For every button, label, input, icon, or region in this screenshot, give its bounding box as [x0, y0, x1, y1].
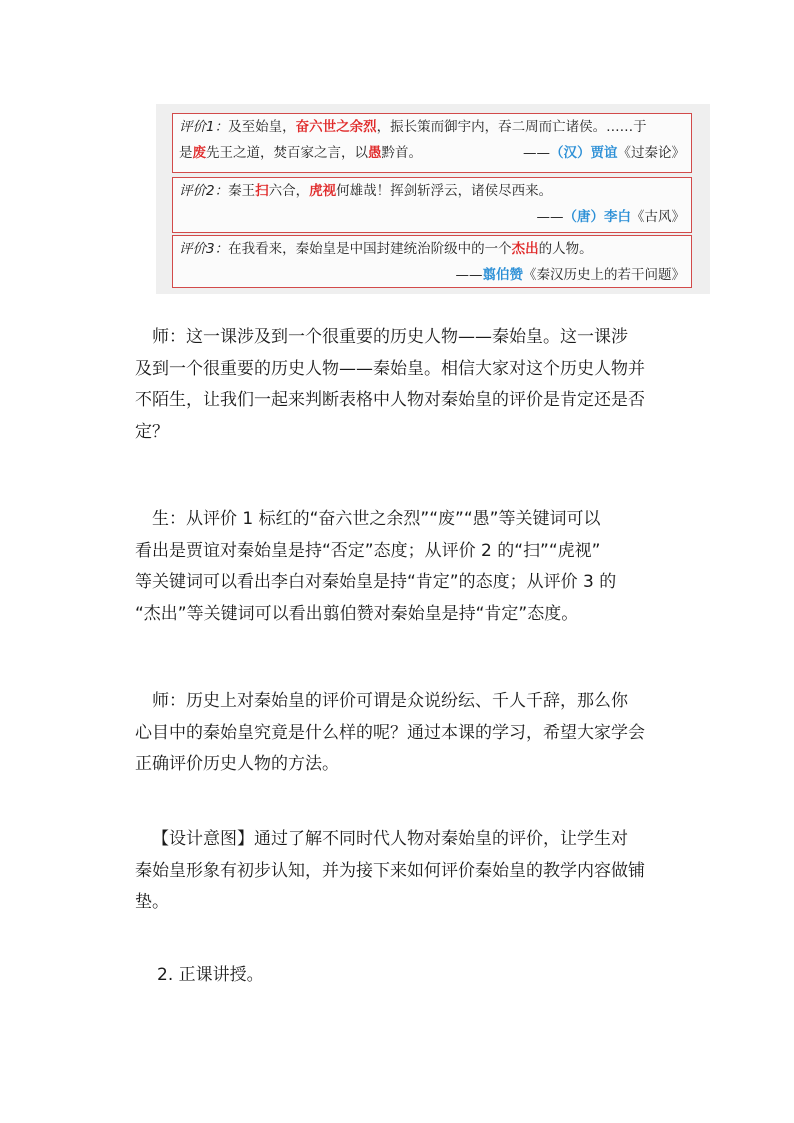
quote-text: 秦王: [228, 183, 256, 199]
source-author: （汉）贾谊: [550, 145, 618, 161]
section-title: 2. 正课讲授。: [157, 965, 264, 985]
quote-text: 及至始皇，: [228, 119, 296, 135]
paragraph-line: 秦始皇形象有初步认知，并为接下来如何评价秦始皇的教学内容做铺: [135, 860, 645, 881]
quote-1-line-1: [179, 114, 685, 140]
source-author: （唐）李白: [563, 209, 631, 225]
quote-2-line-1: [179, 178, 685, 204]
source-author: 翦伯赞: [482, 267, 523, 283]
keyword-highlight: 奋六世之余烈: [295, 119, 377, 135]
keyword-highlight: 杰出: [511, 241, 539, 257]
teacher-paragraph-2: [135, 686, 680, 781]
source-book: 《古风》: [631, 209, 685, 225]
quote-text: 何雄哉！挥剑斩浮云，诸侯尽西来。: [336, 183, 553, 199]
quote-3-source: [179, 262, 685, 288]
quote-text: 先王之道，焚百家之言，以: [206, 145, 368, 161]
source-dash: ——: [455, 267, 483, 283]
paragraph-line: 心目中的秦始皇究竟是什么样的呢？通过本课的学习，希望大家学会: [135, 722, 645, 743]
quote-text: 在我看来，秦始皇是中国封建统治阶级中的一个: [228, 241, 512, 257]
quote-label: 评价1：: [179, 119, 229, 135]
paragraph-line: 师：历史上对秦始皇的评价可谓是众说纷纭、千人千辞，那么你: [152, 691, 628, 711]
paragraph-line: “杰出”等关键词可以看出翦伯赞对秦始皇是持“肯定”态度。: [135, 603, 579, 624]
quote-2-source: [179, 204, 685, 230]
paragraph-line: 正确评价历史人物的方法。: [135, 754, 339, 774]
paragraph-line: 生：从评价 1 标红的“奋六世之余烈”“废”“愚”等关键词可以: [152, 509, 601, 529]
keyword-highlight: 愚: [368, 145, 382, 161]
paragraph-line: 定？: [135, 421, 169, 442]
quote-text: 的人物。: [538, 241, 593, 257]
quote-3-line-1: [179, 236, 685, 262]
paragraph-line: 垫。: [135, 892, 169, 912]
source-book: 《秦汉历史上的若干问题》: [523, 267, 685, 283]
quote-source: [523, 140, 685, 166]
quote-panel: [156, 104, 710, 294]
quote-text: 六合，: [268, 183, 310, 199]
student-paragraph: [135, 504, 680, 630]
keyword-highlight: 扫: [255, 183, 269, 199]
evaluation-box-3: [172, 235, 692, 288]
evaluation-box-2: [172, 177, 692, 233]
paragraph-line: 看出是贾谊对秦始皇是持“否定”态度；从评价 2 的“扫”“虎视”: [135, 540, 601, 561]
paragraph-line: 等关键词可以看出李白对秦始皇是持“肯定”的态度；从评价 3 的: [135, 572, 617, 592]
paragraph-line: 及到一个很重要的历史人物——秦始皇。相信大家对这个历史人物并: [135, 358, 645, 379]
design-intent-paragraph: [135, 824, 680, 919]
quote-text: 黔首。: [381, 145, 422, 161]
source-dash: ——: [523, 145, 550, 161]
quote-text: 是: [179, 145, 193, 161]
source-book: 《过秦论》: [617, 145, 685, 161]
quote-label: 评价3：: [179, 241, 229, 257]
quote-text: ，振长策而御宇内，吞二周而亡诸侯。……于: [376, 119, 647, 135]
keyword-highlight: 废: [192, 145, 206, 161]
teacher-paragraph-1: [135, 322, 680, 448]
evaluation-box-1: [172, 113, 692, 173]
keyword-highlight: 虎视: [309, 183, 337, 199]
paragraph-line: 不陌生，让我们一起来判断表格中人物对秦始皇的评价是肯定还是否: [135, 390, 645, 410]
quote-label: 评价2：: [179, 183, 229, 199]
paragraph-line: 师：这一课涉及到一个很重要的历史人物——秦始皇。这一课涉: [152, 327, 628, 347]
paragraph-line: 【设计意图】通过了解不同时代人物对秦始皇的评价，让学生对: [152, 829, 628, 849]
quote-1-line-2: [179, 140, 685, 166]
section-heading: [135, 960, 680, 992]
source-dash: ——: [536, 209, 564, 225]
